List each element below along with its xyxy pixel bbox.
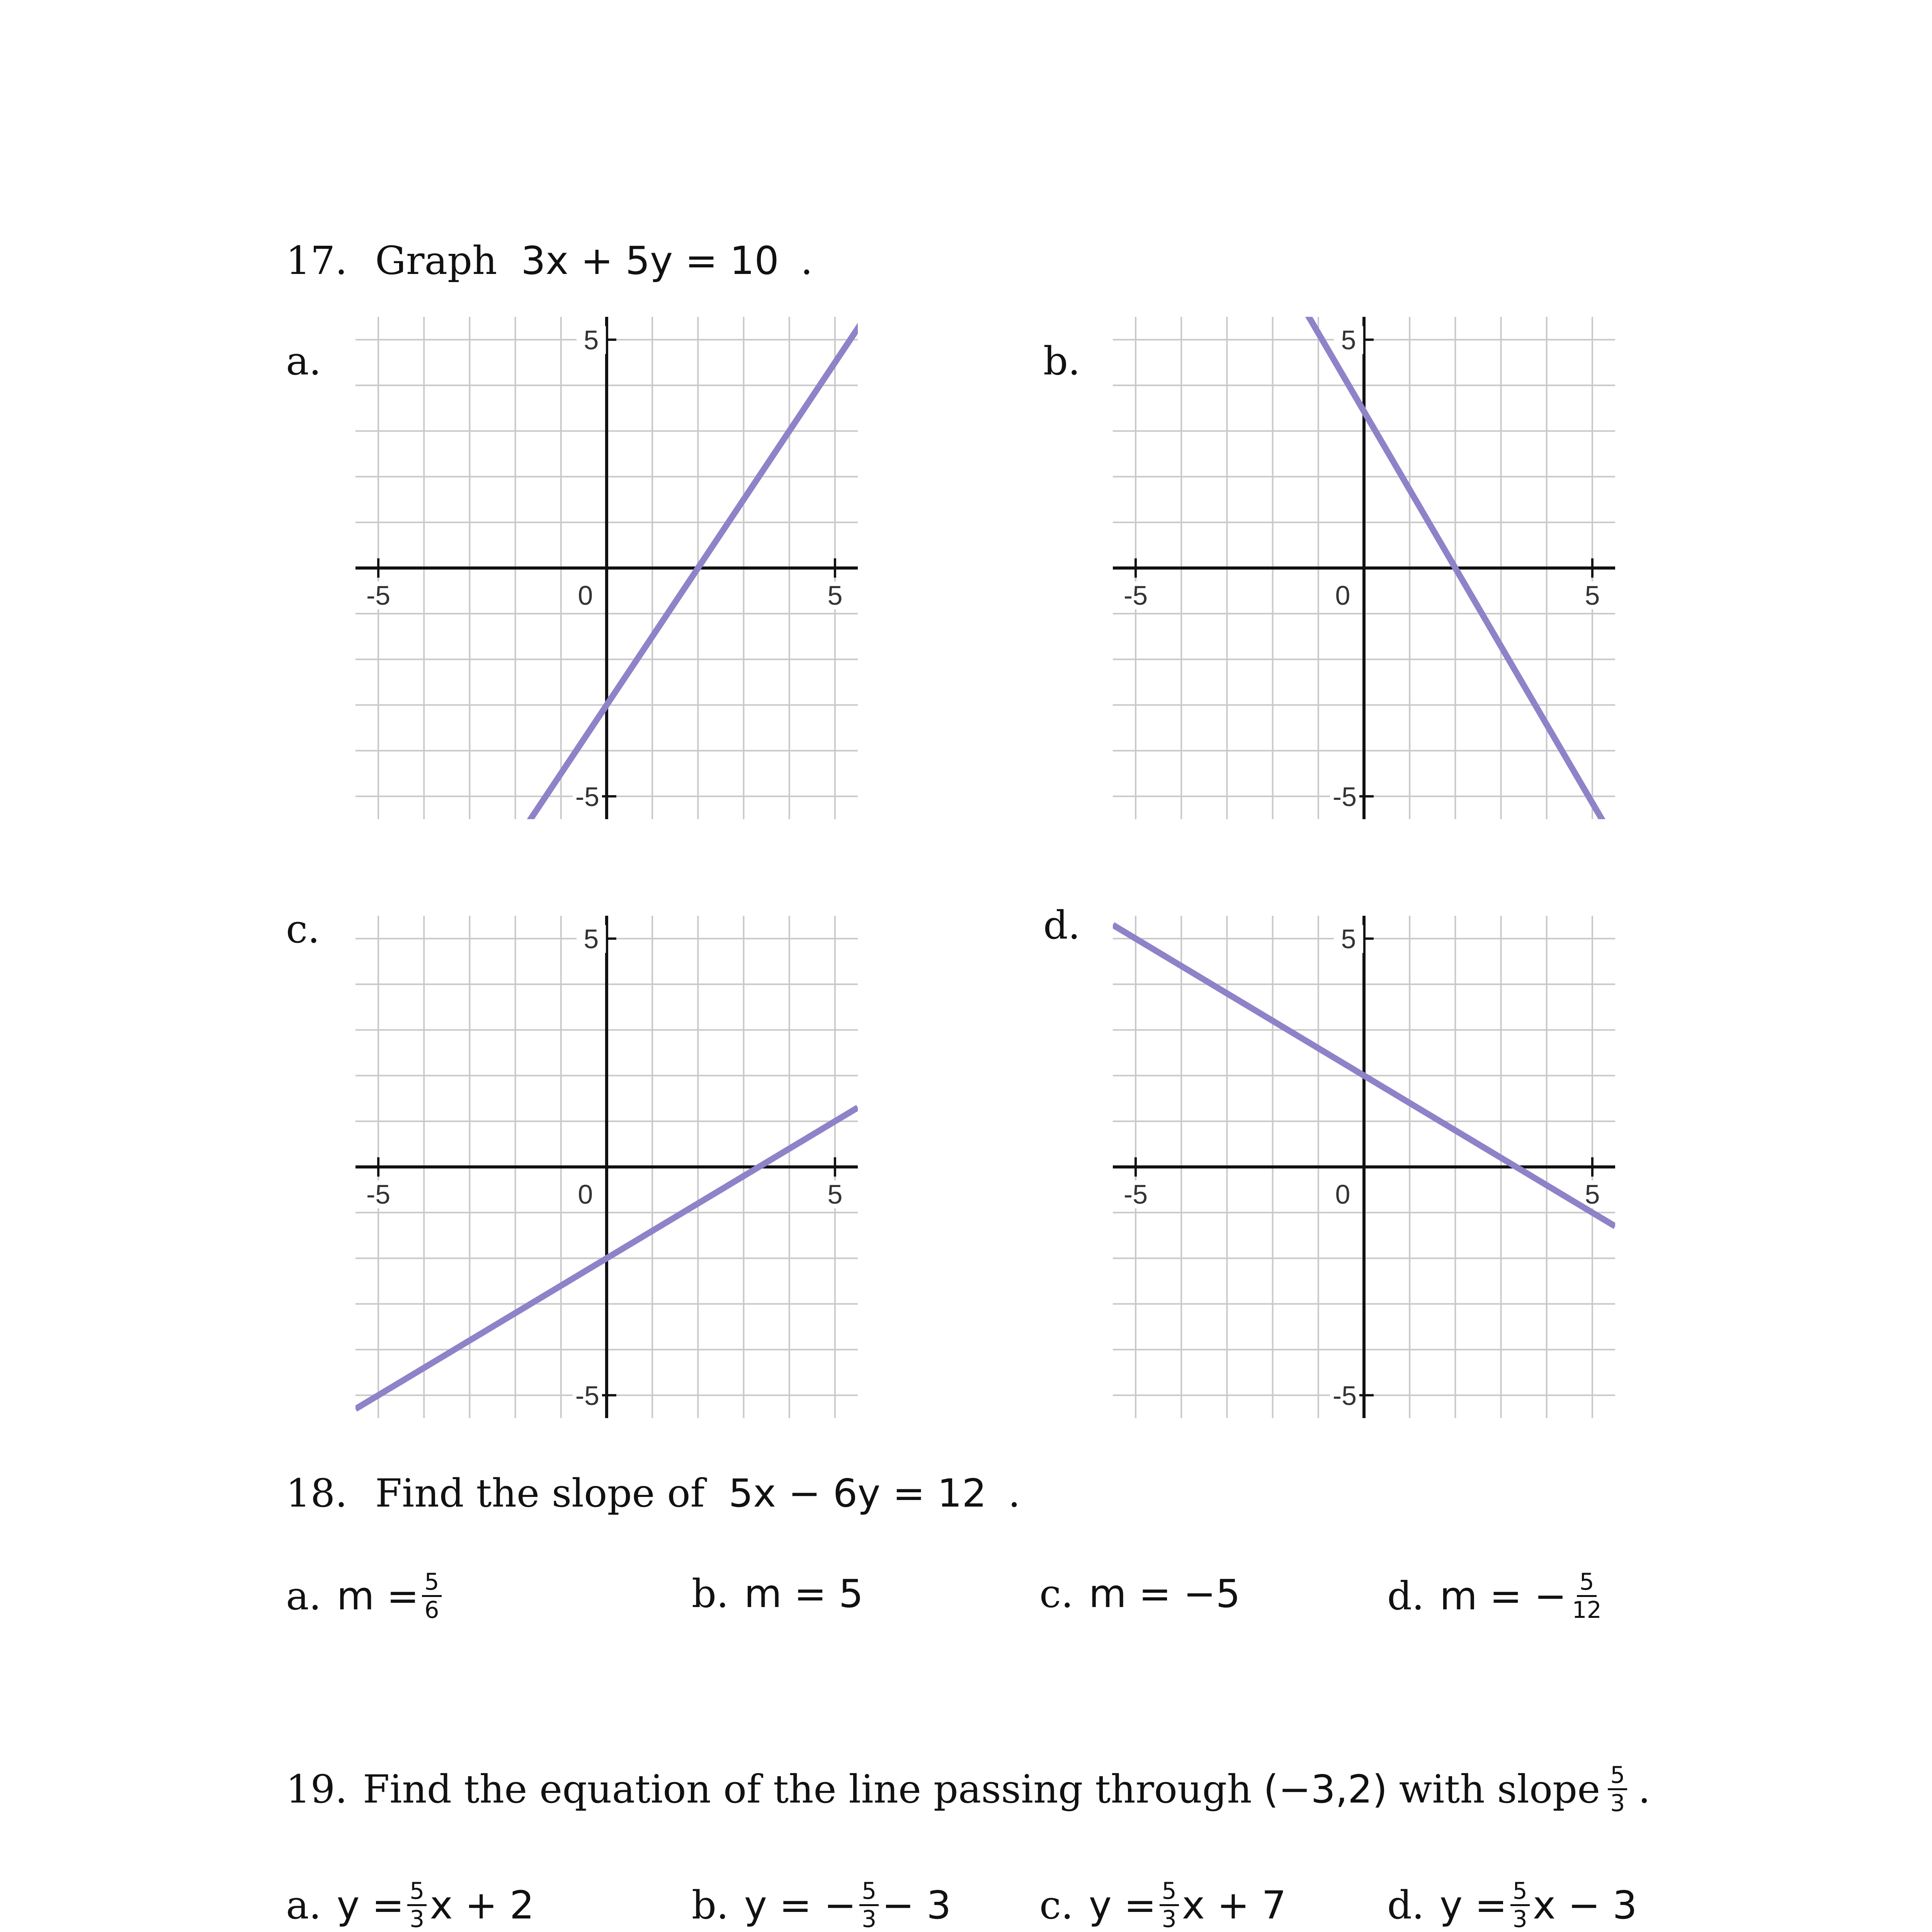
option-expression: m = 5 [744, 1571, 864, 1616]
y-tick-label-5: 5 [583, 325, 599, 355]
y-tick-label-neg5: -5 [575, 781, 600, 812]
question-end: . [1008, 1471, 1020, 1516]
fraction [422, 1569, 441, 1623]
graph-b-letter[interactable]: b. [1043, 338, 1080, 384]
option-lhs: y = − [744, 1882, 857, 1928]
graph-a-letter[interactable]: a. [286, 338, 321, 384]
fraction-denominator: 3 [1610, 1790, 1625, 1817]
x-tick-label-neg5: -5 [366, 1179, 391, 1209]
question-17-heading [286, 236, 813, 286]
q19-option-a[interactable] [286, 1878, 534, 1932]
option-letter: b. [692, 1571, 729, 1616]
question-equation: 5x − 6y = 12 [728, 1471, 987, 1516]
fraction-numerator: 5 [1160, 1878, 1179, 1906]
option-rhs: x + 7 [1182, 1882, 1286, 1928]
question-prompt: Find the equation of the line passing through [363, 1766, 1252, 1812]
option-lhs: m = [337, 1573, 419, 1619]
graph-c-letter[interactable]: c. [286, 906, 320, 952]
origin-label: 0 [578, 580, 593, 611]
coordinate-plane [355, 317, 858, 819]
q18-option-d[interactable] [1387, 1569, 1607, 1623]
question-end: . [800, 238, 813, 283]
fraction-numerator: 5 [407, 1878, 427, 1906]
x-tick-label-neg5: -5 [366, 580, 391, 611]
graph-c[interactable] [355, 916, 858, 1418]
fraction-numerator: 5 [859, 1878, 879, 1906]
coordinate-plane [1113, 916, 1615, 1418]
question-prompt: Find the slope of [375, 1471, 705, 1516]
graph-a[interactable] [355, 317, 858, 819]
fraction [859, 1878, 879, 1932]
fraction [1160, 1878, 1179, 1932]
q18-option-b[interactable] [692, 1569, 863, 1619]
slope-fraction [1608, 1762, 1627, 1816]
fraction-numerator: 5 [1608, 1762, 1627, 1790]
x-tick-label-5: 5 [827, 1179, 843, 1209]
coordinate-plane [355, 916, 858, 1418]
q18-option-c[interactable] [1039, 1569, 1240, 1619]
question-number: 17. [286, 238, 348, 283]
option-letter: c. [1039, 1882, 1073, 1928]
option-expression: m = −5 [1088, 1571, 1240, 1616]
option-letter: a. [286, 1573, 321, 1619]
graph-d[interactable] [1113, 916, 1615, 1418]
fraction-numerator: 5 [422, 1569, 441, 1597]
fraction [1570, 1569, 1604, 1623]
fraction [1510, 1878, 1530, 1932]
question-18-heading [286, 1468, 1020, 1519]
fraction-denominator: 12 [1572, 1597, 1602, 1624]
question-prompt: Graph [375, 238, 497, 283]
q18-option-a[interactable] [286, 1569, 445, 1623]
q19-option-b[interactable] [692, 1878, 951, 1932]
y-tick-label-5: 5 [583, 924, 599, 954]
fraction-denominator: 3 [1162, 1906, 1177, 1932]
question-equation: 3x + 5y = 10 [521, 238, 779, 283]
coordinate-plane [1113, 317, 1615, 819]
x-tick-label-neg5: -5 [1123, 580, 1148, 611]
fraction [407, 1878, 427, 1932]
option-lhs: y = [1439, 1882, 1507, 1928]
fraction-numerator: 5 [1510, 1878, 1530, 1906]
question-number: 19. [286, 1766, 348, 1812]
x-tick-label-neg5: -5 [1123, 1179, 1148, 1209]
x-tick-label-5: 5 [1585, 1179, 1600, 1209]
y-tick-label-neg5: -5 [1332, 781, 1357, 812]
y-tick-label-5: 5 [1341, 325, 1356, 355]
option-lhs: m = − [1439, 1573, 1567, 1619]
graph-b[interactable] [1113, 317, 1615, 819]
graph-d-letter[interactable]: d. [1043, 903, 1080, 948]
option-rhs: x − 3 [1532, 1882, 1637, 1928]
fraction-denominator: 3 [862, 1906, 877, 1932]
question-end: . [1638, 1766, 1651, 1812]
q19-option-d[interactable] [1387, 1878, 1637, 1932]
y-tick-label-neg5: -5 [1332, 1380, 1357, 1411]
origin-label: 0 [1335, 580, 1350, 611]
question-number: 18. [286, 1471, 348, 1516]
origin-label: 0 [578, 1179, 593, 1209]
fraction-numerator: 5 [1577, 1569, 1596, 1597]
option-lhs: y = [337, 1882, 405, 1928]
question-mid: with slope [1399, 1766, 1600, 1812]
option-rhs: − 3 [882, 1882, 951, 1928]
origin-label: 0 [1335, 1179, 1350, 1209]
x-tick-label-5: 5 [827, 580, 843, 611]
question-19-heading [286, 1762, 1650, 1816]
q19-option-c[interactable] [1039, 1878, 1286, 1932]
x-tick-label-5: 5 [1585, 580, 1600, 611]
option-letter: d. [1387, 1882, 1424, 1928]
option-letter: b. [692, 1882, 729, 1928]
option-lhs: y = [1088, 1882, 1156, 1928]
option-rhs: x + 2 [430, 1882, 534, 1928]
option-letter: a. [286, 1882, 321, 1928]
option-letter: d. [1387, 1573, 1424, 1619]
fraction-denominator: 3 [410, 1906, 425, 1932]
fraction-denominator: 6 [424, 1597, 439, 1624]
question-point: (−3,2) [1263, 1766, 1388, 1812]
y-tick-label-neg5: -5 [575, 1380, 600, 1411]
option-letter: c. [1039, 1571, 1073, 1616]
y-tick-label-5: 5 [1341, 924, 1356, 954]
fraction-denominator: 3 [1512, 1906, 1527, 1932]
